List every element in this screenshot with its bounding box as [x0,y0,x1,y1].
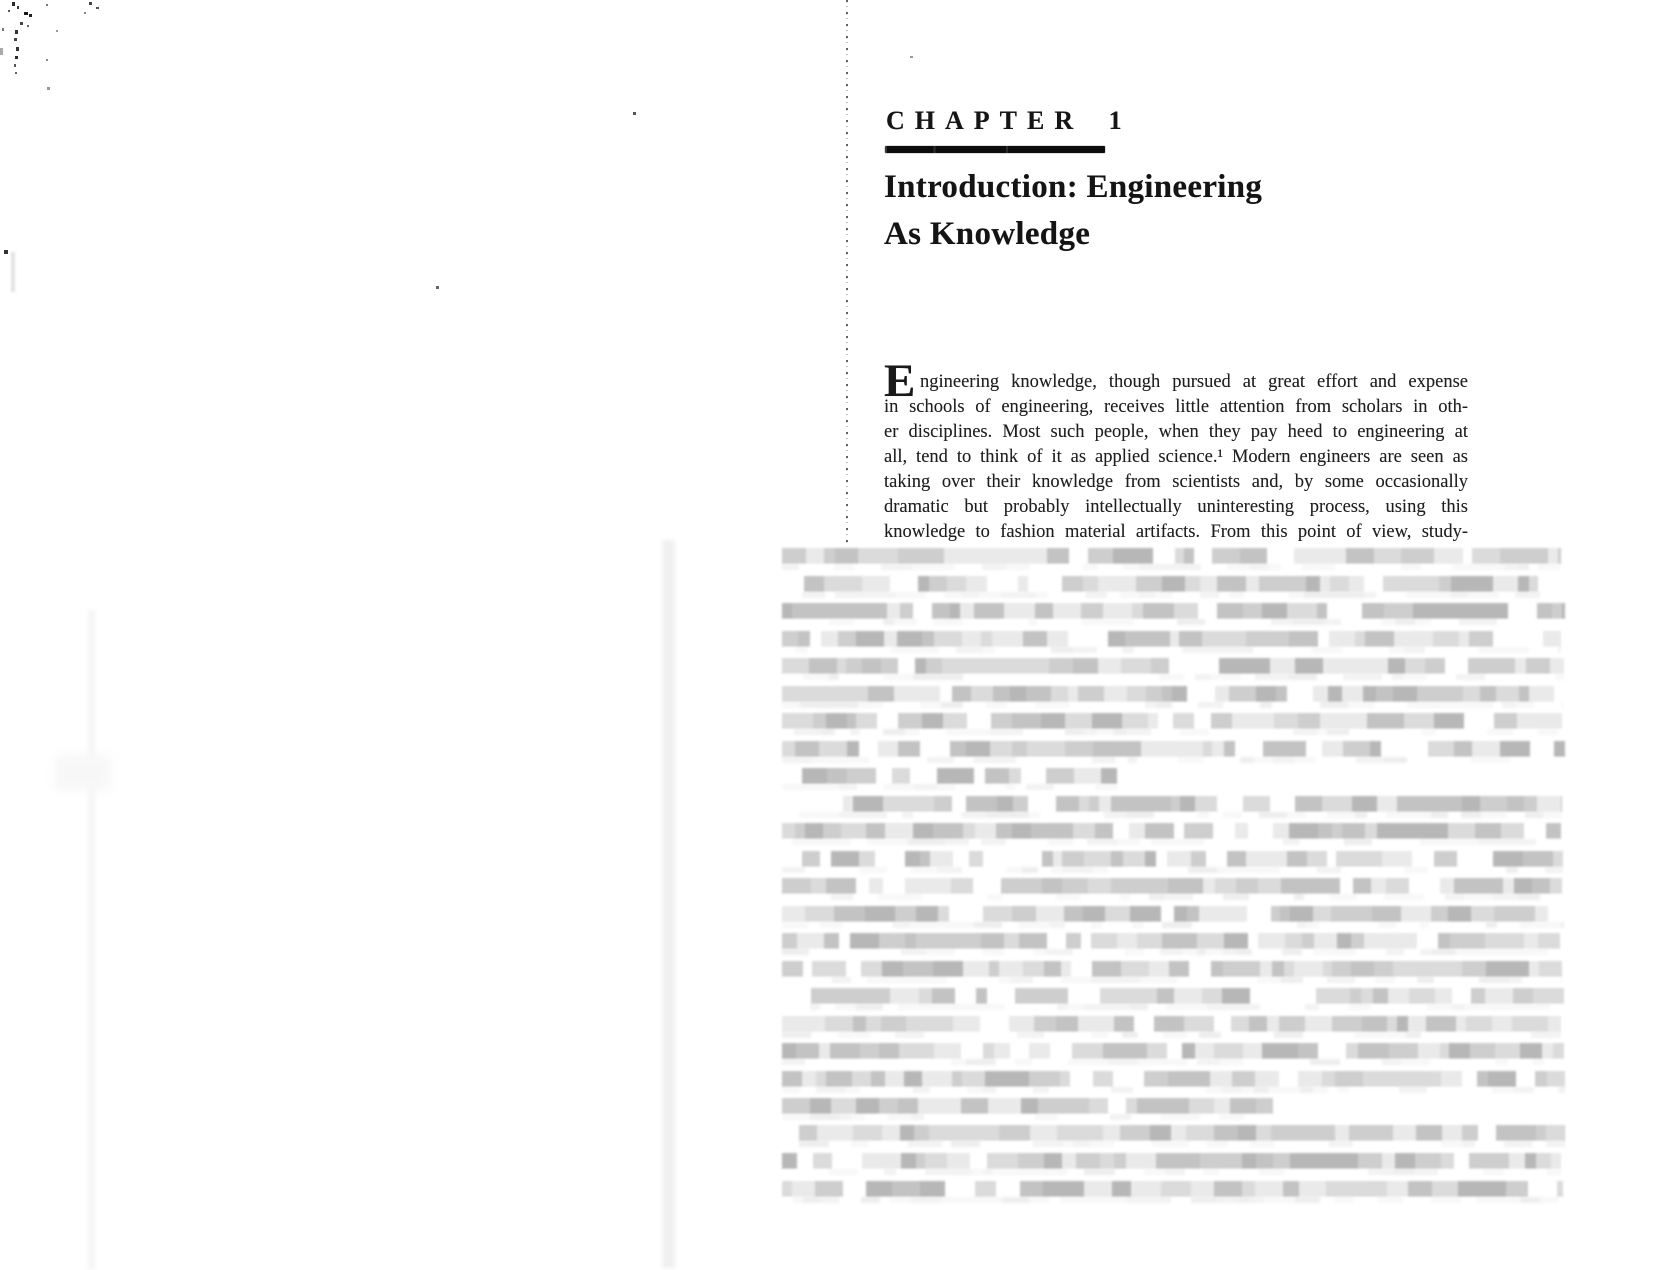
blurred-text-line [782,878,1562,894]
blurred-text-line [782,1087,1565,1093]
blurred-text-line [782,603,1565,619]
blurred-text-line [782,647,1561,653]
blurred-text-line [782,851,1563,867]
scan-speck [8,10,10,12]
blurred-text-line [782,961,1562,977]
chapter-heading: CHAPTER 1 [886,106,1132,135]
blurred-text-line [782,741,1565,757]
scan-smudge-band [11,252,15,292]
body-paragraph [884,370,1468,545]
body-line: ngineering knowledge, though pursued at great effort and expense [920,372,1468,392]
scan-speck [17,6,19,9]
scan-speck [29,14,32,17]
scan-speck [24,12,28,15]
blurred-text-line [782,823,1561,839]
blurred-text-line [782,839,1561,845]
blurred-text-line [782,894,1562,900]
blurred-text-line [782,658,1564,674]
scan-speck [4,250,8,254]
body-line: dramatic but probably intellectually uninteresting process, using this [884,497,1468,517]
scan-speck [47,87,50,90]
body-line: taking over their knowledge from scientists and, by some occasionally [884,472,1468,492]
body-line: knowledge to fashion material artifacts. From this point of view, study- [884,522,1468,542]
scan-speck [96,7,99,9]
scan-smudge-band [662,540,675,1268]
blurred-text-line [782,619,1565,625]
blurred-text-line [782,702,1563,708]
body-line: in schools of engineering, receives little attention from scholars in oth- [884,397,1468,417]
scan-speck [46,4,48,6]
blurred-text-line [782,977,1562,983]
blurred-text-line [782,867,1563,873]
blurred-text-line [782,1114,1273,1120]
body-line: all, tend to think of it as applied science.¹ Modern engineers are seen as [884,447,1468,467]
blurred-text-line [799,812,1562,818]
blurred-text-line [799,1141,1565,1147]
blurred-text-line [799,796,1562,812]
blurred-text-line [782,757,1565,763]
scan-speck [0,48,3,55]
scan-speck [46,59,48,61]
scan-speck [2,28,4,31]
dropcap-initial: E [884,355,916,407]
blurred-text-line [782,729,1562,735]
blurred-text-line [782,631,1561,647]
scan-speck [436,286,439,289]
scan-smudge-band [88,610,95,1270]
scan-speck [16,47,19,51]
blurred-text-line [782,548,1561,564]
blurred-text-line [782,686,1563,702]
scan-speck [12,2,15,6]
blurred-text-line [782,784,1117,790]
scan-speck [15,30,18,34]
page-title-line2: As Knowledge [884,216,1091,252]
blurred-text-line [782,1071,1565,1087]
scan-speck [633,112,636,115]
blurred-text-line [782,922,1564,928]
blurred-text-line [782,576,1561,592]
blurred-text-line [782,1098,1273,1114]
blurred-text-line [782,564,1561,570]
blurred-text-line [782,1181,1563,1197]
scan-smudge-band [55,755,110,790]
scan-speck [15,56,18,59]
chapter-rule [885,146,1105,153]
blurred-text-line [799,1125,1565,1141]
scan-speck [84,12,86,14]
scan-speck [20,22,23,25]
blurred-text-line [782,949,1560,955]
scan-speck [14,64,16,67]
body-line: er disciplines. Most such people, when they pay heed to engineering at [884,422,1468,442]
blurred-text-line [782,1016,1561,1032]
blurred-text-line [782,1032,1561,1038]
blurred-text-line [782,933,1560,949]
blurred-text-line [782,1004,1564,1010]
blurred-text-line [782,1153,1561,1169]
blurred-text-line [782,674,1564,680]
blurred-text-line [782,1169,1561,1175]
blurred-text-line [782,713,1562,729]
blurred-text-line [782,592,1561,598]
blurred-text-line [782,768,1117,784]
blurred-text-line [782,1043,1564,1059]
page-edge-dotted-line [846,0,848,546]
blurred-text-line [782,1059,1564,1065]
blurred-text-line [782,988,1564,1004]
blurred-text-line [782,1197,1563,1203]
scan-speck [15,72,17,74]
scan-speck [27,25,29,27]
scan-speck [910,56,913,58]
scan-speck [14,38,17,41]
scan-speck [56,30,58,32]
scan-speck [89,2,92,5]
page-title-line1: Introduction: Engineering [884,169,1263,205]
blurred-text-line [782,906,1564,922]
